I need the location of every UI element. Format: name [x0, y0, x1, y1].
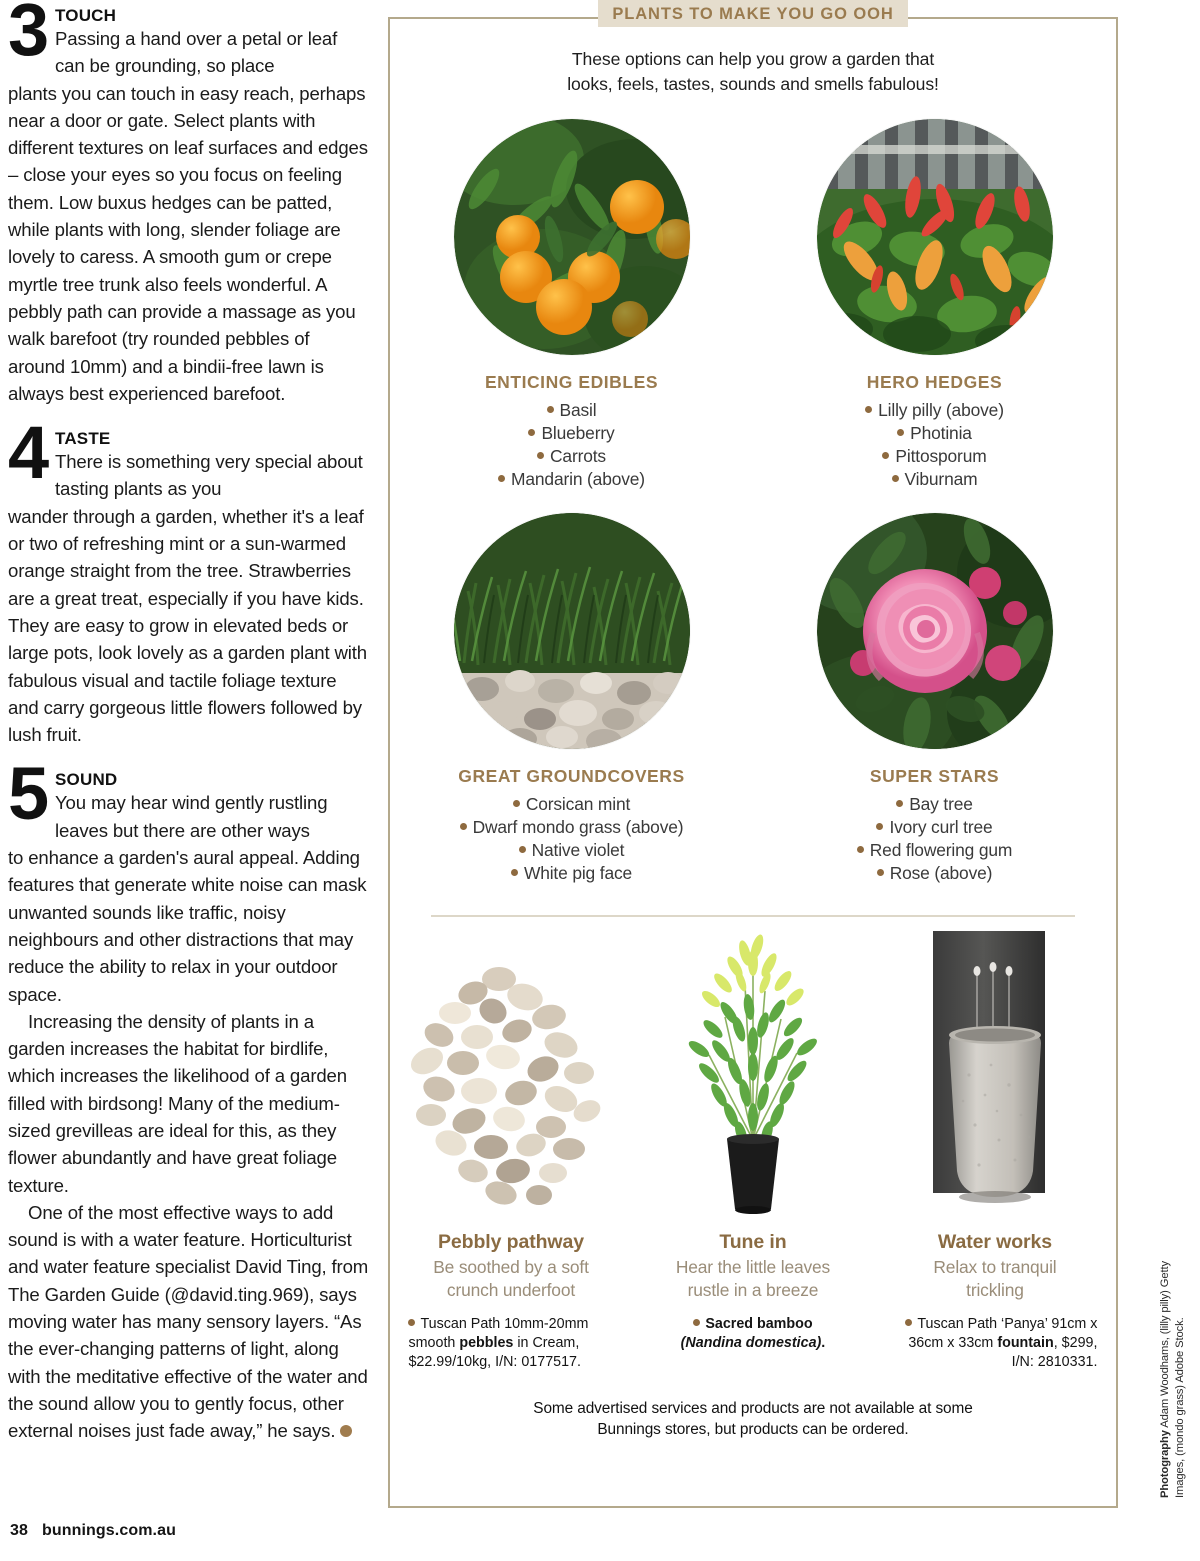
- plant-category: [390, 513, 753, 885]
- mondo-grass-photo: [454, 513, 690, 749]
- bullet-icon: [905, 1319, 912, 1326]
- detail-bold-1: Sacred bamboo: [705, 1316, 813, 1332]
- product-subtitle: [676, 1256, 830, 1302]
- paragraph-text: One of the most effective ways to add sound is with a water feature. Horticulturist and water feature specialist David Ting, from The Garden Guide (@david.ting.969), says moving water has many sensory layers. “As the ever-changing patterns of light, along with the meditative effective of the water and the sound allow you to gently focus, other external noises just fade away,” he says.: [8, 1201, 369, 1442]
- list-item-label: White pig face: [523, 863, 633, 883]
- list-item: [865, 445, 1004, 468]
- list-item: [857, 862, 1012, 885]
- bullet-icon: [408, 1319, 415, 1326]
- product-subtitle-line1: Relax to tranquil: [933, 1257, 1057, 1277]
- bullet-icon: [877, 869, 884, 876]
- section-heading: [8, 752, 370, 844]
- list-item: [460, 816, 684, 839]
- page-number: 38: [10, 1522, 28, 1539]
- detail-italic: (Nandina domestica): [680, 1335, 822, 1351]
- section-label: TOUCH: [55, 6, 117, 25]
- plant-category: [390, 119, 753, 491]
- list-item-label: Dwarf mondo grass (above): [472, 817, 684, 837]
- product-subtitle-line2: crunch underfoot: [446, 1280, 576, 1300]
- category-title: GREAT GROUNDCOVERS: [458, 766, 685, 786]
- section-body: [8, 844, 370, 1445]
- section-paragraph: plants you can touch in easy reach, perhaps near a door or gate. Select plants with different textures on leaf surfaces and edges – close your eyes so you focus on feeling them. Low buxus hedges can be patted, while plants with long, slender foliage are lovely to caress. A smooth gum or crepe myrtle tree trunk also feels wonderful. A pebbly path can provide a massage as you walk barefoot (try rounded pebbles of around 10mm) and a bindii-free lawn is always best experienced barefoot.: [8, 82, 368, 404]
- section-heading: [8, 411, 370, 503]
- product-details: [892, 1315, 1097, 1372]
- list-item: [498, 445, 645, 468]
- list-item: [865, 399, 1004, 422]
- category-list: [498, 399, 645, 491]
- section-body: [8, 503, 370, 749]
- credit-text: Adam Woodhams, (lilly pilly) Getty Images, (mondo grass) Adobe Stock.: [1159, 1260, 1186, 1498]
- list-item-label: Corsican mint: [525, 794, 631, 814]
- category-title: HERO HEDGES: [866, 372, 1003, 392]
- category-title: SUPER STARS: [869, 766, 1000, 786]
- product-details: [408, 1315, 613, 1372]
- plants-panel: [388, 17, 1118, 1508]
- detail-text-2: .: [821, 1335, 826, 1351]
- category-list: [857, 793, 1012, 885]
- list-item: [460, 862, 684, 885]
- panel-title-text: PLANTS TO MAKE YOU GO OOH: [598, 0, 907, 27]
- panel-intro-line2: looks, feels, tastes, sounds and smells fabulous!: [567, 74, 939, 94]
- detail-text-2: in Cream, $22.99/10kg, I/N: 0177517.: [408, 1335, 581, 1370]
- bullet-icon: [498, 475, 505, 482]
- product-card: [632, 925, 874, 1372]
- panel-disclaimer: [390, 1398, 1116, 1440]
- disclaimer-line1: Some advertised services and products are not available at some: [533, 1400, 973, 1417]
- product-subtitle: [433, 1256, 589, 1302]
- bullet-icon: [896, 800, 903, 807]
- section-paragraph: wander through a garden, whether it's a leaf or two of refreshing mint or a sun-warmed orange straight from the tree. Strawberries are a great treat, especially if you have kids. They are easy to grow in elevated beds or large pots, look lovely as a garden plant with fabulous visual and tactile foliage texture and carry gorgeous little flowers followed by lush fruit.: [8, 505, 367, 746]
- product-title: Tune in: [719, 1231, 787, 1253]
- bullet-icon: [528, 429, 535, 436]
- bullet-icon: [513, 800, 520, 807]
- category-list: [865, 399, 1004, 491]
- bullet-icon: [537, 452, 544, 459]
- list-item-label: Ivory curl tree: [889, 817, 993, 837]
- bullet-icon: [892, 475, 899, 482]
- list-item: [865, 422, 1004, 445]
- article-section-sound: [8, 752, 370, 1444]
- section-divider: [431, 915, 1075, 917]
- product-card: [874, 925, 1116, 1372]
- bullet-icon: [693, 1319, 700, 1326]
- panel-intro: [390, 47, 1116, 97]
- detail-text-1: Tuscan Path ‘Panya’ 91cm x 36cm x 33cm: [908, 1316, 1098, 1351]
- list-item-label: Basil: [559, 400, 597, 420]
- lilly-pilly-hedge-photo: [817, 119, 1053, 355]
- list-item: [857, 839, 1012, 862]
- bullet-icon: [460, 823, 467, 830]
- bullet-icon: [876, 823, 883, 830]
- list-item-label: Lilly pilly (above): [878, 400, 1004, 420]
- panel-title-banner: [388, 0, 1118, 27]
- mandarin-tree-photo: [454, 119, 690, 355]
- section-paragraph: Increasing the density of plants in a garden increases the habitat for birdlife, which increases the likelihood of a garden filled with birdsong! Many of the medium-sized grevilleas are ideal for this, as they flower abundantly and have great foliage texture.: [8, 1010, 347, 1196]
- list-item: [498, 422, 645, 445]
- photography-credit: [1158, 1238, 1188, 1498]
- footer-website: bunnings.com.au: [42, 1522, 176, 1539]
- article-section-taste: [8, 411, 370, 748]
- list-item: [865, 468, 1004, 491]
- category-title: ENTICING EDIBLES: [484, 372, 659, 392]
- list-item: [498, 399, 645, 422]
- end-of-article-dot-icon: [340, 1425, 352, 1437]
- detail-bold-1: fountain: [997, 1335, 1054, 1351]
- section-number: 5: [8, 752, 48, 836]
- disclaimer-line2: Bunnings stores, but products can be ordered.: [597, 1421, 909, 1438]
- list-item: [857, 816, 1012, 839]
- bullet-icon: [511, 869, 518, 876]
- product-subtitle-line1: Be soothed by a soft: [433, 1257, 589, 1277]
- product-subtitle-line2: trickling: [966, 1280, 1024, 1300]
- section-number: 4: [8, 411, 48, 495]
- page-footer: [10, 1522, 176, 1540]
- section-first-paragraph: There is something very special about tasting plants as you: [55, 451, 363, 500]
- credit-label: Photography: [1159, 1430, 1171, 1498]
- product-subtitle: [933, 1256, 1056, 1302]
- plant-category: [753, 119, 1116, 491]
- category-list: [460, 793, 684, 885]
- list-item-label: Rose (above): [889, 863, 993, 883]
- product-details: [650, 1315, 855, 1353]
- product-title: Pebbly pathway: [438, 1231, 584, 1253]
- list-item: [460, 793, 684, 816]
- list-item-label: Bay tree: [909, 794, 973, 814]
- bullet-icon: [547, 406, 554, 413]
- section-number: 3: [8, 0, 48, 71]
- product-subtitle-line1: Hear the little leaves: [675, 1257, 831, 1277]
- section-first-paragraph: You may hear wind gently rustling leaves but there are other ways: [55, 792, 328, 841]
- article-section-touch: [8, 0, 370, 407]
- article-column: [8, 0, 370, 1467]
- plant-category-grid: [390, 119, 1116, 885]
- bullet-icon: [882, 452, 889, 459]
- list-item-label: Native violet: [531, 840, 625, 860]
- section-paragraph: to enhance a garden's aural appeal. Adding features that generate white noise can mask unwanted sounds like traffic, noisy neighbours and other distractions that may reduce the ability to relax in your outdoor space.: [8, 847, 367, 1005]
- water-fountain-photo: [905, 925, 1085, 1215]
- bullet-icon: [865, 406, 872, 413]
- list-item-label: Carrots: [550, 446, 606, 466]
- section-label: SOUND: [55, 770, 118, 790]
- detail-text-2: , $299, I/N: 2810331.: [1011, 1335, 1098, 1370]
- list-item-label: Viburnam: [904, 469, 978, 489]
- product-row: [390, 925, 1116, 1372]
- product-subtitle-line2: rustle in a breeze: [687, 1280, 819, 1300]
- section-heading: [8, 0, 370, 80]
- bullet-icon: [519, 846, 526, 853]
- product-card: [390, 925, 632, 1372]
- section-label: TASTE: [55, 429, 111, 449]
- bullet-icon: [897, 429, 904, 436]
- pink-rose-photo: [817, 513, 1053, 749]
- list-item: [498, 468, 645, 491]
- list-item-label: Photinia: [910, 423, 972, 443]
- bullet-icon: [857, 846, 864, 853]
- list-item: [857, 793, 1012, 816]
- pebbles-photo: [403, 925, 618, 1215]
- list-item-label: Pittosporum: [895, 446, 987, 466]
- panel-intro-line1: These options can help you grow a garden that: [571, 49, 935, 69]
- list-item-label: Blueberry: [541, 423, 615, 443]
- detail-bold-1: pebbles: [459, 1335, 514, 1351]
- product-title: Water works: [937, 1231, 1053, 1253]
- section-paragraph-final: [8, 1199, 370, 1445]
- section-body: [8, 80, 370, 408]
- list-item-label: Red flowering gum: [869, 840, 1013, 860]
- detail-text-1: Tuscan Path 10mm-20mm smooth: [408, 1316, 589, 1351]
- section-first-paragraph: Passing a hand over a petal or leaf can be grounding, so place: [55, 28, 338, 77]
- sacred-bamboo-plant-photo: [653, 925, 853, 1215]
- list-item-label: Mandarin (above): [511, 469, 645, 489]
- list-item: [460, 839, 684, 862]
- plant-category: [753, 513, 1116, 885]
